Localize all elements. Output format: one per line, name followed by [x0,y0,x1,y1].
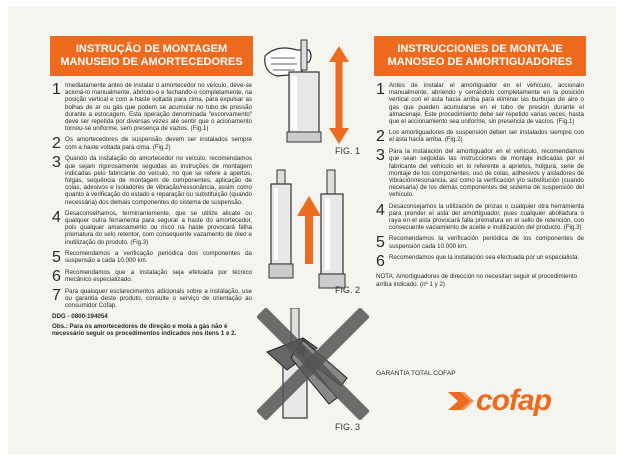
item-text: Recomendamos la verificación periódica de los componentes de suspensión cada 10.000 km. [389,235,584,250]
left-item-7 [52,288,252,310]
figure-3 [257,308,369,438]
cofap-logo [446,384,551,418]
item-number: 5 [376,234,385,252]
obs-note: Obs.: Para os amortecedores de direção e mola a gás não é necessário seguir os procedimentos indicados nos itens 1 e 2. [52,322,237,337]
fig3-label: FIG. 3 [335,422,361,432]
item-text: Para la instalación del amortiguador en el vehículo, recomendamos que sean seguidas las instrucciones de montaje indicadas por el fabricante del vehículo en lo referente a aprietos, holgura, serie de montaje de los componentes, uso de colas, adhesivos y aisladores de vibración/resonancia, así como la verificación y/o substitución (cuando necesaria) de los demás componentes del sistema de suspensión del vehículo. [389,148,584,199]
left-item-3 [52,155,252,205]
item-number: 4 [52,208,61,226]
item-text: Para quaisquer esclarecimentos adicionais sobre a instalação, use ou garantia deste produto, consulte o serviço de orientação ao consumidor Cofap. [65,287,252,310]
item-number: 3 [52,154,61,172]
left-header [50,36,253,76]
left-item-1 [52,82,252,132]
item-text: Desaconselhamos, terminantemente, que se utilize alicate ou qualquer outra ferramenta para segurar a haste do amortecedor, pois qualquer amassamento ou risco na haste provocará falha prematura do selo retentor, com consequente vazamento de óleo e inutilização do produto. (Fig.3) [65,209,252,246]
item-text: Recomendamos a verificação periódica dos componentes da suspensão a cada 10.000 km. [65,249,252,265]
figures-column [257,36,369,446]
cofap-logo-text: cofap [476,384,552,417]
item-text: Recomendamos que la instalación sea efectuada por un especialista. [389,254,580,262]
item-number: 6 [52,267,61,285]
figure-1 [257,36,369,156]
left-instructions [52,82,252,337]
ddg-phone: DDG - 0800-194054 [52,313,108,321]
left-item-2 [52,136,252,151]
right-instructions [376,82,584,288]
pliers-warning-illustration [257,308,369,420]
nota-note: NOTA: Amortiguadores de dirección no necesitan seguir el procedimiento arriba indicado. (nº 1 y 2) [376,273,578,288]
shock-absorber-hand-illustration [257,36,369,156]
right-item-3 [376,148,584,198]
item-number: 4 [376,201,385,219]
item-number: 1 [52,81,61,98]
right-header-subtitle: MANOSEO DE AMORTIGUADORES [387,56,573,68]
item-text: Quando da instalação do amortecedor no veículo, recomendamos que sejam rigorosamente seguidas as instruções de montagem indicadas pelo fabricante do veículo, no que se refere a apertos, folgas, sequência de montagem de componentes, aplicação de colas, adesivos e isoladores de vibração/ressonância, assim como quanto à verificação do estado e reparação ou substituição (quando necessária) dos demais componentes do sistema de suspensão. [65,155,252,206]
left-item-4 [52,210,252,246]
item-number: 5 [52,248,61,266]
item-text: Antes de instalar el amortiguador en el vehículo, accionalo manualmente, abriendo y cerrándolo completamente en la posición vertical con el asta hacia arriba para eliminar las burbujas de aire o gas que pueden acumularse en el tubo de presión durante el almacenaje. Este procedimiento debe ser repetido varias veces, hasta que el accionamiento sea uniforme, sin presencia de vacíos. (Fig.1) [389,82,584,126]
item-text: Imediatamente antes de instalar o amortecedor no veículo, deve-se acioná-lo manualmente, abrindo-o e fechando-o completamente, na posição vertical e com a haste voltada para cima, para expulsar as bolhas de ar ou gás que podem se acumular no tubo de pressão durante a estocagem. Esta operação denominada "escorvamento" deve ser repetida por diversas vezes até sentir que o acionamento tornou-se uniforme, sem presença de vazios. (Fig.1) [65,82,252,133]
item-text: Desaconsejamos la utilización de pinzas o cualquier otra herramienta para prender el asta del amortiguador, pues cualquier abolladura o raya en el asta provocará falla prematura en el sello de retención, con consecuente vaciamiento de aceite e inutilización del producto. (Fig.3) [389,202,584,232]
item-text: Los amortiguadores de suspensión deben ser instalados siempre con el asta hacia arriba. (Fig.2) [389,129,584,144]
mounted-shock-illustration [257,168,369,298]
left-item-6 [52,269,252,284]
item-text: Recomendamos que a instalação seja efetuada por técnico mecânico especializado. [65,268,252,284]
item-text: Os amortecedores de suspensão devem ser instalados sempre com a haste voltada para cima. (Fig.2) [65,136,252,151]
right-item-6 [376,254,584,269]
right-item-5 [376,235,584,250]
left-header-subtitle: MANUSEIO DE AMORTECEDORES [60,56,243,68]
left-header-title: INSTRUÇÃO DE MONTAGEM [75,43,228,55]
right-header-title: INSTRUCCIONES DE MONTAJE [397,43,563,55]
item-number: 7 [52,286,61,304]
item-number: 1 [376,81,385,98]
figure-2 [257,168,369,298]
right-item-2 [376,129,584,144]
right-header [374,36,586,76]
item-number: 6 [376,253,385,271]
fig2-label: FIG. 2 [335,285,361,295]
item-number: 2 [52,135,61,153]
cofap-logo-icon [446,388,476,414]
fig1-label: FIG. 1 [335,146,361,156]
item-number: 2 [376,128,385,146]
right-item-1 [376,82,584,125]
warranty-label: GARANTIA TOTAL COFAP [376,370,456,377]
right-item-4 [376,203,584,232]
left-item-5 [52,250,252,265]
item-number: 3 [376,147,385,165]
